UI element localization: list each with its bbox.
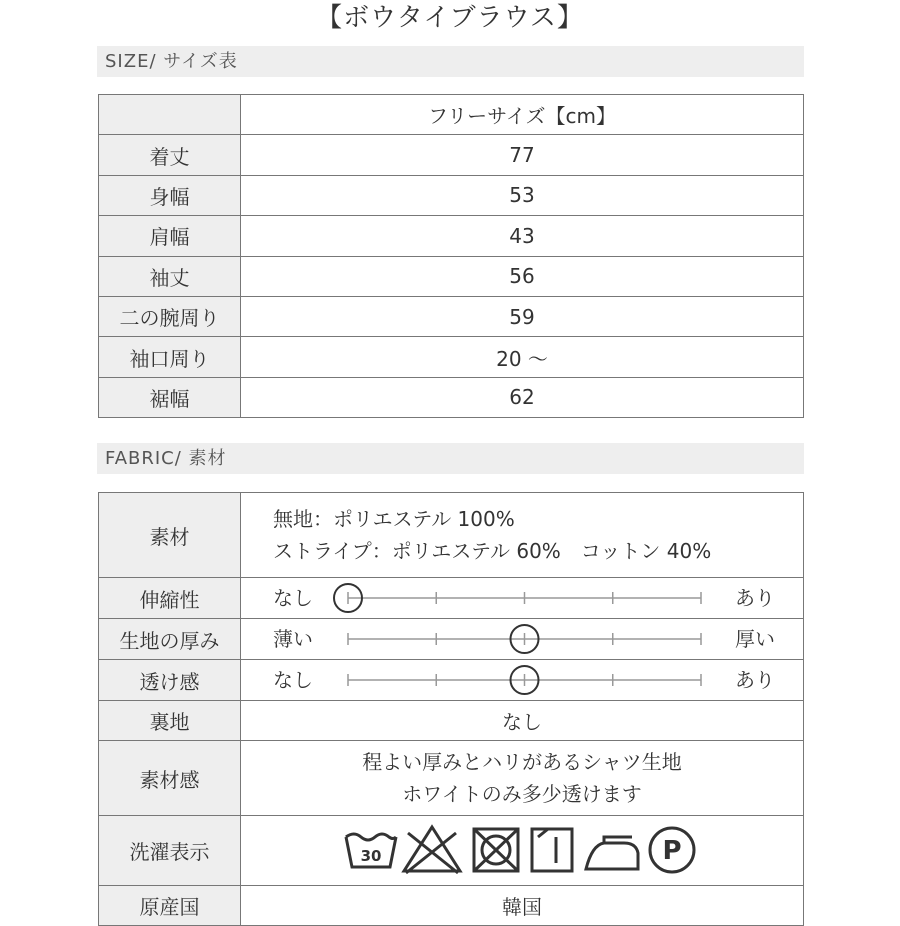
fabric-label: 裏地 bbox=[99, 701, 241, 741]
wash-30-icon bbox=[346, 834, 396, 867]
texture-description bbox=[241, 741, 804, 816]
material-line-1: 無地：ポリエステル 100% bbox=[273, 507, 515, 531]
scale-track bbox=[241, 578, 804, 618]
material-line-2: ストライプ：ポリエステル 60% コットン 40% bbox=[273, 539, 712, 563]
fabric-row-sheerness bbox=[99, 660, 804, 701]
fabric-label: 原産国 bbox=[99, 886, 241, 926]
origin-value: 韓国 bbox=[241, 886, 804, 926]
size-section-heading: SIZE/ サイズ表 bbox=[97, 46, 804, 77]
thickness-scale bbox=[241, 619, 804, 660]
size-value: 43 bbox=[241, 216, 804, 256]
no-bleach-icon bbox=[404, 827, 460, 873]
fabric-label: 素材 bbox=[99, 493, 241, 578]
size-value: 53 bbox=[241, 175, 804, 215]
scale-left-label: なし bbox=[273, 668, 313, 692]
scale-track bbox=[241, 660, 804, 700]
texture-line-1: 程よい厚みとハリがあるシャツ生地 bbox=[362, 750, 682, 774]
care-symbols bbox=[241, 816, 804, 886]
size-value: 20 〜 bbox=[241, 337, 804, 377]
fabric-row-thickness bbox=[99, 619, 804, 660]
fabric-label: 生地の厚み bbox=[99, 619, 241, 660]
stretch-scale bbox=[241, 578, 804, 619]
fabric-section-heading: FABRIC/ 素材 bbox=[97, 443, 804, 474]
fabric-row-stretch bbox=[99, 578, 804, 619]
size-label: 袖丈 bbox=[99, 256, 241, 296]
size-label: 裾幅 bbox=[99, 377, 241, 417]
fabric-row-origin bbox=[99, 886, 804, 926]
size-label: 袖口周り bbox=[99, 337, 241, 377]
no-tumble-dry-icon bbox=[474, 829, 518, 871]
scale-left-label: 薄い bbox=[273, 627, 313, 651]
texture-line-2: ホワイトのみ多少透けます bbox=[402, 782, 642, 806]
lining-value: なし bbox=[241, 701, 804, 741]
care-icons bbox=[342, 823, 702, 879]
size-value: 62 bbox=[241, 377, 804, 417]
size-row-shoulder bbox=[99, 216, 804, 256]
size-label: 着丈 bbox=[99, 135, 241, 175]
size-label: 二の腕周り bbox=[99, 296, 241, 336]
size-label: 身幅 bbox=[99, 175, 241, 215]
size-header-corner bbox=[99, 95, 241, 135]
page-title: 【ボウタイブラウス】 bbox=[316, 3, 584, 33]
scale-left-label: なし bbox=[273, 586, 313, 610]
fabric-label: 洗濯表示 bbox=[99, 816, 241, 886]
fabric-row-lining bbox=[99, 701, 804, 741]
size-row-width bbox=[99, 175, 804, 215]
line-dry-icon bbox=[532, 829, 572, 871]
fabric-table bbox=[98, 492, 804, 926]
size-header-row bbox=[99, 95, 804, 135]
fabric-label: 素材感 bbox=[99, 741, 241, 816]
size-row-upper-arm bbox=[99, 296, 804, 336]
scale-right-label: あり bbox=[735, 668, 775, 692]
size-value: 59 bbox=[241, 296, 804, 336]
iron-low-icon bbox=[586, 837, 638, 869]
size-row-cuff bbox=[99, 337, 804, 377]
fabric-row-texture bbox=[99, 741, 804, 816]
size-value: 56 bbox=[241, 256, 804, 296]
scale-right-label: 厚い bbox=[735, 627, 775, 651]
material-composition bbox=[241, 493, 804, 578]
dry-clean-letter: P bbox=[662, 835, 682, 866]
size-value: 77 bbox=[241, 135, 804, 175]
fabric-label: 透け感 bbox=[99, 660, 241, 701]
size-table bbox=[98, 94, 804, 418]
size-row-hem bbox=[99, 377, 804, 417]
wash-temp: 30 bbox=[360, 846, 382, 865]
size-row-length bbox=[99, 135, 804, 175]
scale-track bbox=[241, 619, 804, 659]
sheerness-scale bbox=[241, 660, 804, 701]
scale-right-label: あり bbox=[735, 586, 775, 610]
size-column-header: フリーサイズ【cm】 bbox=[241, 95, 804, 135]
size-label: 肩幅 bbox=[99, 216, 241, 256]
fabric-row-care bbox=[99, 816, 804, 886]
fabric-row-material bbox=[99, 493, 804, 578]
fabric-label: 伸縮性 bbox=[99, 578, 241, 619]
dry-clean-p-icon bbox=[650, 828, 694, 872]
size-row-sleeve bbox=[99, 256, 804, 296]
